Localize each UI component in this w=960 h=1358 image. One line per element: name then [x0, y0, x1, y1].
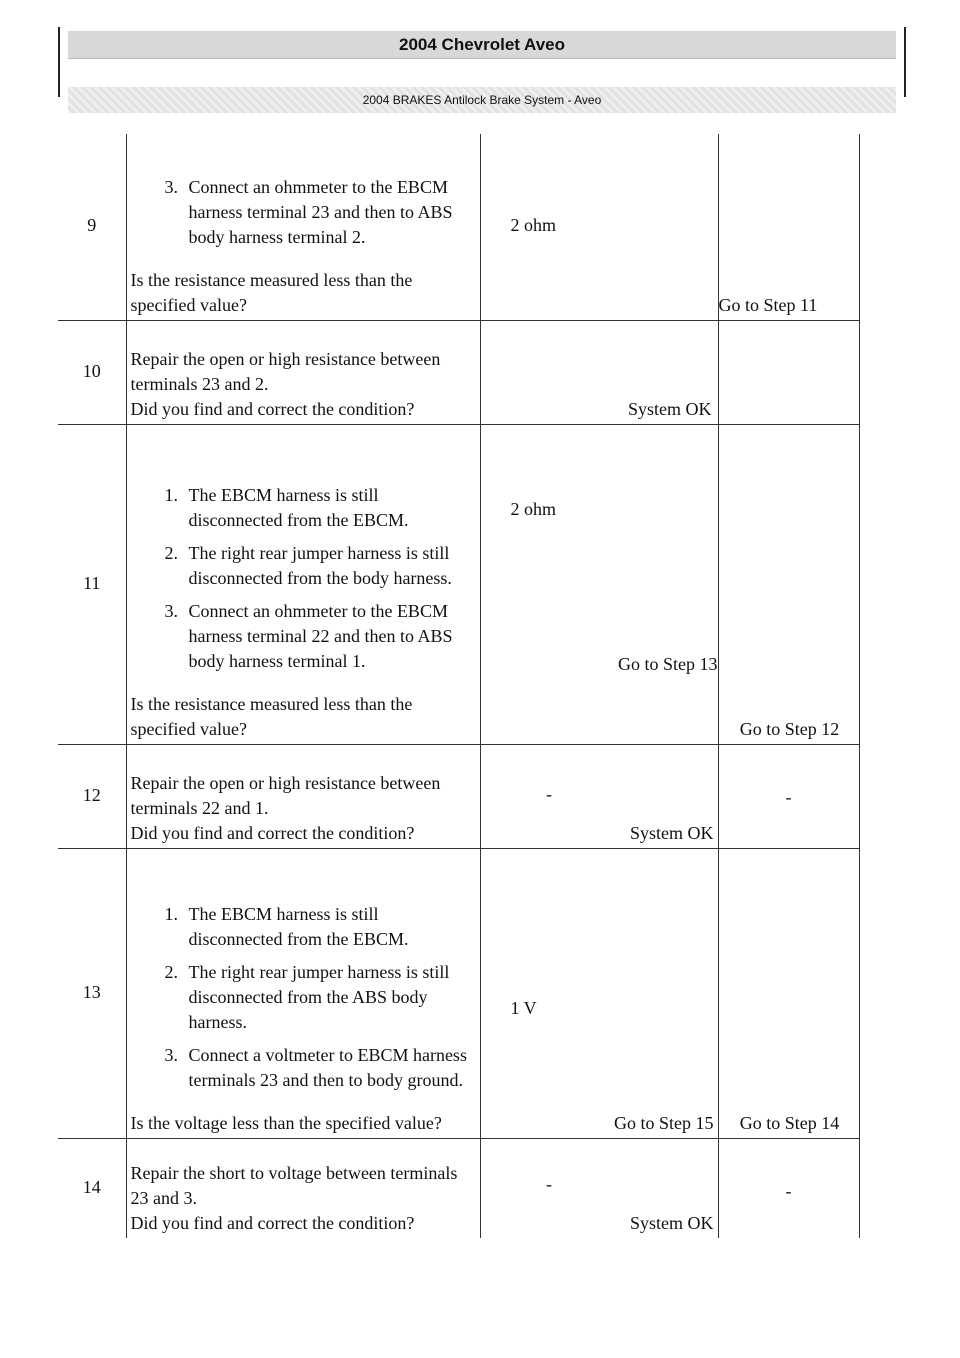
question-text: Did you find and correct the condition?: [130, 1213, 415, 1233]
question-text: Did you find and correct the condition?: [130, 822, 415, 843]
value-cell: [480, 1138, 718, 1238]
list-item: 3. Connect an ohmmeter to the EBCM harness terminal 23 and then to ABS body harness terminal 2.: [183, 175, 476, 250]
value-text: -: [546, 783, 552, 804]
list-item: 3. Connect a voltmeter to EBCM harness terminals 23 and then to body ground.: [183, 1043, 476, 1093]
list-item: 2. The right rear jumper harness is still disconnected from the ABS body harness.: [183, 960, 476, 1035]
action-cell: [126, 848, 480, 1138]
list-item: 1. The EBCM harness is still disconnected from the EBCM.: [183, 483, 476, 533]
action-cell: [126, 134, 480, 320]
yes-cell[interactable]: System OK: [629, 1213, 714, 1233]
value-cell: [480, 848, 718, 1138]
table-row: [58, 848, 859, 1138]
step-number: 12: [58, 744, 126, 848]
table-row: [58, 424, 859, 744]
document-subtitle: 2004 BRAKES Antilock Brake System - Aveo: [68, 87, 896, 113]
value-text: 2 ohm: [510, 499, 557, 519]
question-text: Did you find and correct the condition?: [130, 398, 415, 419]
question-text: Is the resistance measured less than the specified value?: [130, 693, 413, 739]
yes-cell[interactable]: Go to Step 13: [617, 654, 718, 674]
instruction-list: [131, 175, 476, 250]
no-cell[interactable]: Go to Step 12: [718, 424, 859, 744]
step-number: 14: [58, 1138, 126, 1238]
step-number: 11: [58, 424, 126, 744]
action-text: Repair the open or high resistance between terminals 23 and 2.: [130, 348, 441, 394]
action-text: Repair the short to voltage between terminals 23 and 3.: [130, 1163, 458, 1208]
question-text: Is the resistance measured less than the specified value?: [130, 269, 413, 315]
value-cell: [480, 744, 718, 848]
question-text: Is the voltage less than the specified value?: [130, 1112, 442, 1133]
yes-cell[interactable]: System OK: [629, 822, 714, 843]
table-row: [58, 320, 859, 424]
action-cell: [126, 424, 480, 744]
no-cell: -: [718, 744, 859, 848]
yes-cell[interactable]: Go to Step 11: [718, 134, 859, 320]
diagnostic-steps-table: [58, 134, 860, 1238]
no-cell: -: [718, 1138, 859, 1238]
no-cell: [718, 320, 859, 424]
value-cell: [480, 424, 718, 744]
list-item: 1. The EBCM harness is still disconnected from the EBCM.: [183, 902, 476, 952]
step-number: 13: [58, 848, 126, 1138]
yes-cell[interactable]: Go to Step 15: [613, 1112, 714, 1133]
action-text: Repair the open or high resistance between terminals 22 and 1.: [130, 772, 441, 818]
table-row: [58, 1138, 859, 1238]
list-item: 3. Connect an ohmmeter to the EBCM harness terminal 22 and then to ABS body harness terminal 1.: [183, 599, 476, 674]
table-row: [58, 744, 859, 848]
document-header: [58, 27, 906, 107]
table-row: [58, 134, 859, 320]
action-cell: [126, 320, 480, 424]
value-cell: 2 ohm: [480, 134, 718, 320]
instruction-list: [131, 902, 476, 1093]
value-text: -: [546, 1174, 552, 1194]
instruction-list: [131, 483, 476, 674]
document-title: 2004 Chevrolet Aveo: [68, 31, 896, 59]
value-text: 1 V: [510, 997, 537, 1018]
no-cell[interactable]: Go to Step 14: [718, 848, 859, 1138]
step-number: 9: [58, 134, 126, 320]
yes-cell[interactable]: System OK: [480, 320, 718, 424]
step-number: 10: [58, 320, 126, 424]
list-item: 2. The right rear jumper harness is still disconnected from the body harness.: [183, 541, 476, 591]
